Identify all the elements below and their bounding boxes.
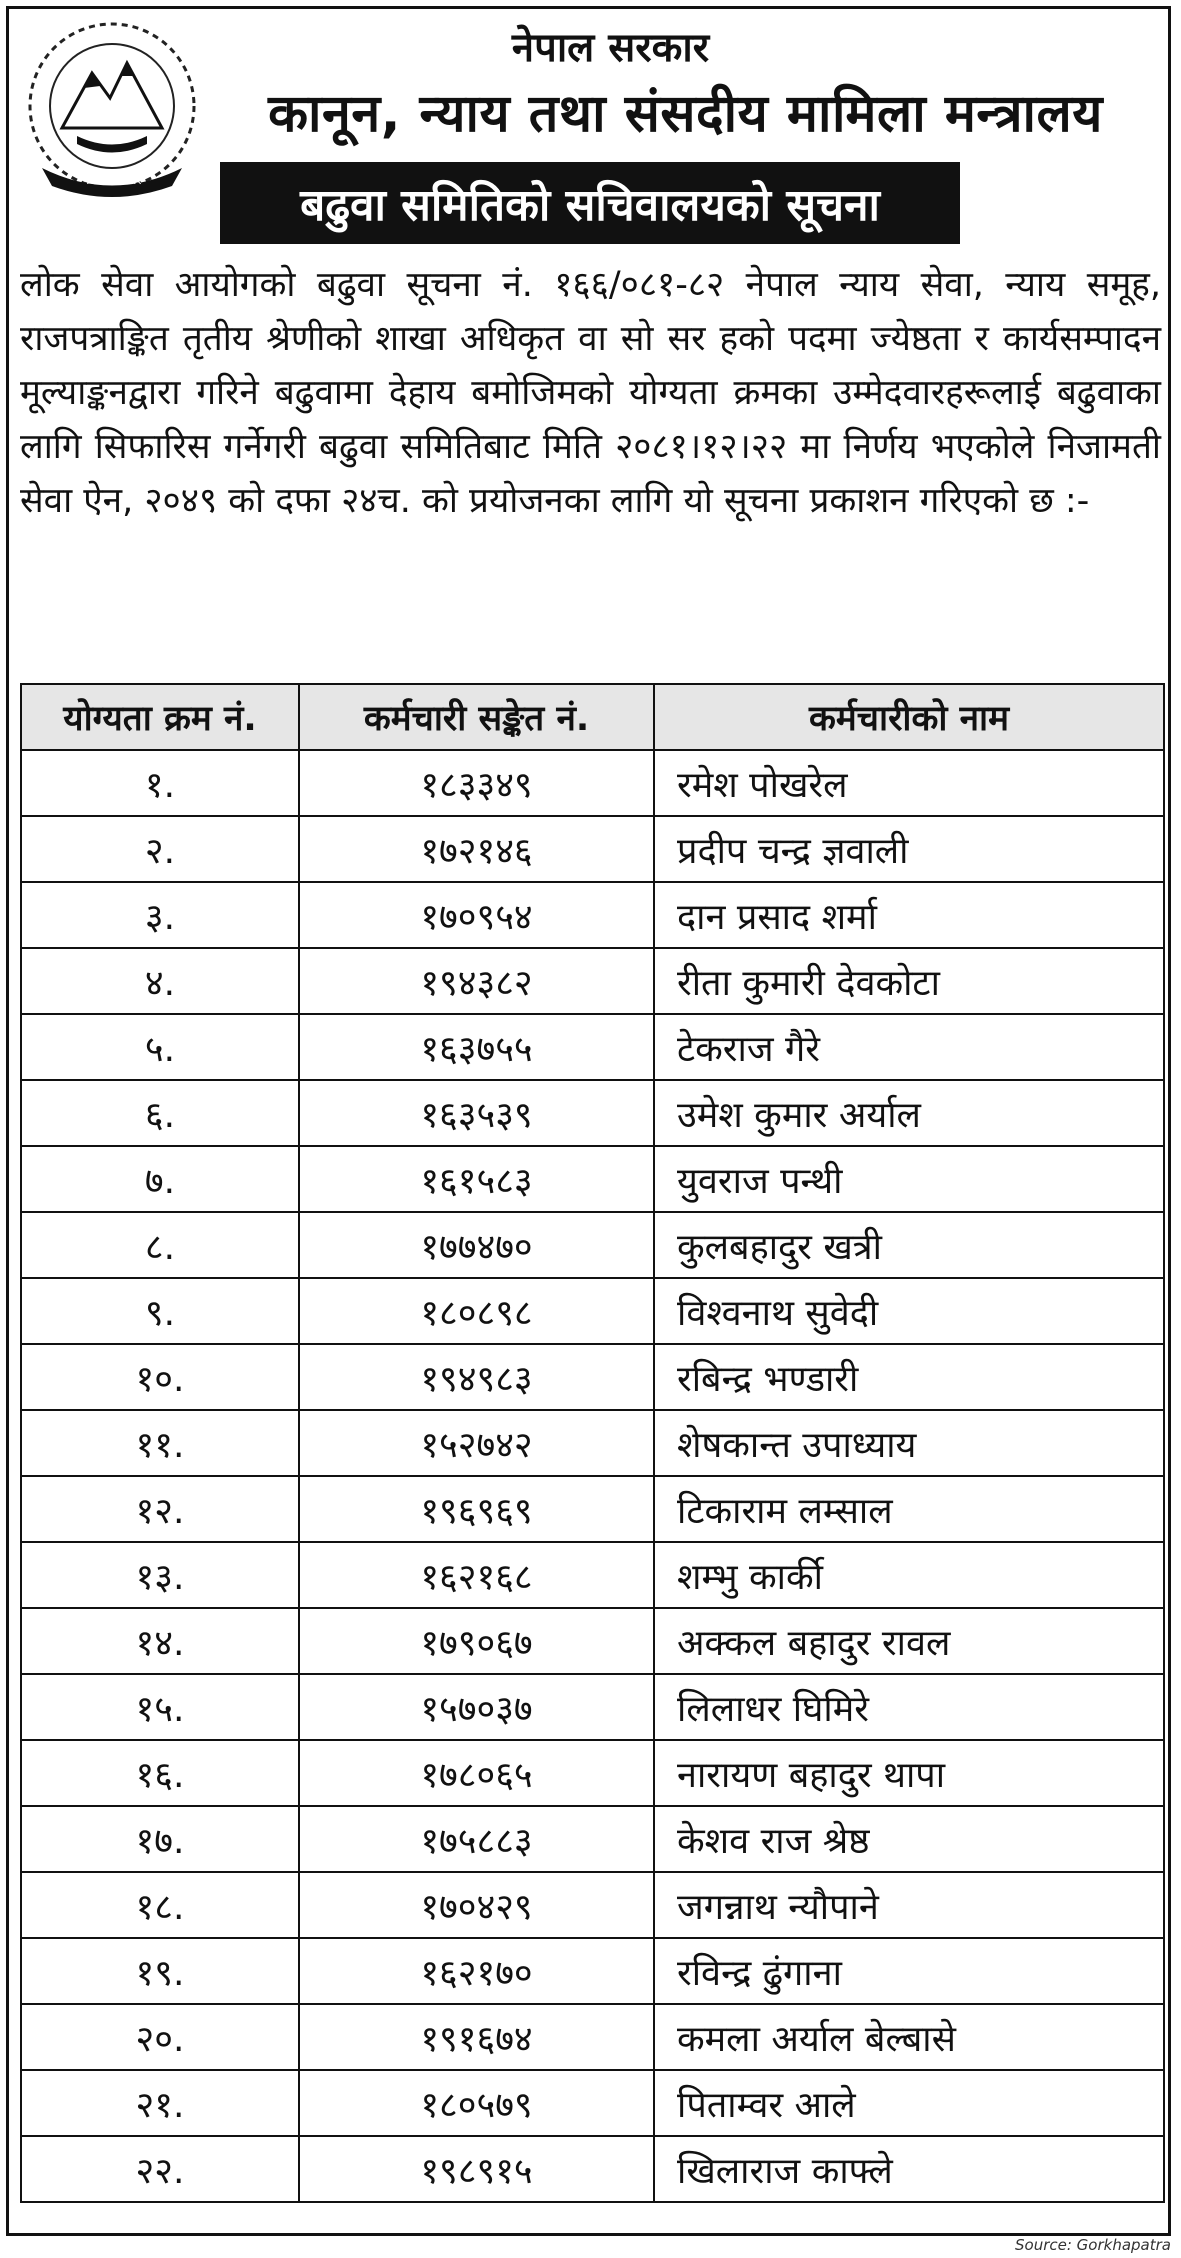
employee-code-cell: १७७४७० bbox=[299, 1212, 654, 1278]
table-row bbox=[21, 1080, 1164, 1146]
employee-code-cell: १८०५७९ bbox=[299, 2070, 654, 2136]
merit-rank-cell: १८. bbox=[21, 1872, 299, 1938]
employee-code-cell: १७०४२९ bbox=[299, 1872, 654, 1938]
employee-code-cell: १९४३८२ bbox=[299, 948, 654, 1014]
employee-name-cell: शम्भु कार्की bbox=[654, 1542, 1164, 1608]
employee-code-cell: १७२१४६ bbox=[299, 816, 654, 882]
employee-name-cell: रबिन्द्र भण्डारी bbox=[654, 1344, 1164, 1410]
table-row bbox=[21, 1476, 1164, 1542]
table-row bbox=[21, 2004, 1164, 2070]
merit-rank-cell: ५. bbox=[21, 1014, 299, 1080]
government-title: नेपाल सरकार bbox=[511, 25, 710, 71]
table-row bbox=[21, 1806, 1164, 1872]
employee-code-cell: १६३५३९ bbox=[299, 1080, 654, 1146]
employee-name-cell: केशव राज श्रेष्ठ bbox=[654, 1806, 1164, 1872]
merit-rank-cell: २२. bbox=[21, 2136, 299, 2202]
table-row bbox=[21, 1938, 1164, 2004]
employee-name-cell: प्रदीप चन्द्र ज्ञवाली bbox=[654, 816, 1164, 882]
employee-name-cell: टेकराज गैरे bbox=[654, 1014, 1164, 1080]
table-header-row bbox=[21, 684, 1164, 750]
emblem-text: नेपाल सरकार bbox=[82, 173, 142, 187]
source-credit: Source: Gorkhapatra bbox=[1015, 2236, 1171, 2254]
table-row bbox=[21, 882, 1164, 948]
employee-code-cell: १६२१६८ bbox=[299, 1542, 654, 1608]
employee-name-cell: दान प्रसाद शर्मा bbox=[654, 882, 1164, 948]
table-row bbox=[21, 1674, 1164, 1740]
employee-name-cell: अक्कल बहादुर रावल bbox=[654, 1608, 1164, 1674]
employee-name-cell: शेषकान्त उपाध्याय bbox=[654, 1410, 1164, 1476]
employee-code-cell: १८०८९८ bbox=[299, 1278, 654, 1344]
employee-name-cell: रीता कुमारी देवकोटा bbox=[654, 948, 1164, 1014]
employee-code-cell: १९१६७४ bbox=[299, 2004, 654, 2070]
merit-rank-cell: १२. bbox=[21, 1476, 299, 1542]
table-row bbox=[21, 948, 1164, 1014]
merit-rank-cell: १६. bbox=[21, 1740, 299, 1806]
header-employee-name: कर्मचारीको नाम bbox=[654, 684, 1164, 750]
header-merit-rank: योग्यता क्रम नं. bbox=[21, 684, 299, 750]
employee-name-cell: रविन्द्र ढुंगाना bbox=[654, 1938, 1164, 2004]
employee-name-cell: विश्वनाथ सुवेदी bbox=[654, 1278, 1164, 1344]
employee-code-cell: १७०९५४ bbox=[299, 882, 654, 948]
employee-code-cell: १७८०६५ bbox=[299, 1740, 654, 1806]
merit-rank-cell: ९. bbox=[21, 1278, 299, 1344]
employee-name-cell: कमला अर्याल बेल्बासे bbox=[654, 2004, 1164, 2070]
table-row bbox=[21, 2136, 1164, 2202]
notice-title-banner: बढुवा समितिको सचिवालयको सूचना bbox=[220, 162, 960, 244]
table-row bbox=[21, 1278, 1164, 1344]
table-row bbox=[21, 1212, 1164, 1278]
merit-rank-cell: १७. bbox=[21, 1806, 299, 1872]
merit-rank-cell: २०. bbox=[21, 2004, 299, 2070]
employee-code-cell: १६२१७० bbox=[299, 1938, 654, 2004]
merit-rank-cell: ४. bbox=[21, 948, 299, 1014]
table-row bbox=[21, 1344, 1164, 1410]
merit-rank-cell: १३. bbox=[21, 1542, 299, 1608]
employee-code-cell: १९४९८३ bbox=[299, 1344, 654, 1410]
employee-name-cell: खिलाराज काफ्ले bbox=[654, 2136, 1164, 2202]
employee-name-cell: उमेश कुमार अर्याल bbox=[654, 1080, 1164, 1146]
table-row bbox=[21, 2070, 1164, 2136]
employee-name-cell: कुलबहादुर खत्री bbox=[654, 1212, 1164, 1278]
merit-rank-cell: १९. bbox=[21, 1938, 299, 2004]
merit-rank-cell: २१. bbox=[21, 2070, 299, 2136]
merit-rank-cell: ११. bbox=[21, 1410, 299, 1476]
ministry-title: कानून, न्याय तथा संसदीय मामिला मन्त्रालय bbox=[268, 84, 1103, 144]
merit-rank-cell: १५. bbox=[21, 1674, 299, 1740]
employee-name-cell: नारायण बहादुर थापा bbox=[654, 1740, 1164, 1806]
table-row bbox=[21, 1410, 1164, 1476]
merit-rank-cell: ७. bbox=[21, 1146, 299, 1212]
table-row bbox=[21, 1542, 1164, 1608]
employee-name-cell: पिताम्वर आले bbox=[654, 2070, 1164, 2136]
table-row bbox=[21, 1740, 1164, 1806]
employee-code-cell: १९८९१५ bbox=[299, 2136, 654, 2202]
header-employee-code: कर्मचारी सङ्केत नं. bbox=[299, 684, 654, 750]
table-row bbox=[21, 750, 1164, 816]
candidate-table bbox=[20, 683, 1165, 2203]
employee-name-cell: टिकाराम लम्साल bbox=[654, 1476, 1164, 1542]
employee-code-cell: १९६९६९ bbox=[299, 1476, 654, 1542]
notice-body: लोक सेवा आयोगको बढुवा सूचना नं. १६६/०८१-८२ नेपाल न्याय सेवा, न्याय समूह, राजपत्राङ्कित तृतीय श्रेणीको शाखा अधिकृत वा सो सर हको पदमा ज्येष्ठता र कार्यसम्पादन मूल्याङ्कनद्वारा गरिने बढुवामा देहाय बमोजिमको योग्यता क्रमका उम्मेदवारहरूलाई बढुवाका लागि सिफारिस गर्नेगरी बढुवा समितिबाट मिति २०८१।१२।२२ मा निर्णय भएकोले निजामती सेवा ऐन, २०४९ को दफा २४च. को प्रयोजनका लागि यो सूचना प्रकाशन गरिएको छ :- bbox=[20, 265, 1161, 521]
merit-rank-cell: १. bbox=[21, 750, 299, 816]
employee-code-cell: १६३७५५ bbox=[299, 1014, 654, 1080]
employee-code-cell: १५७०३७ bbox=[299, 1674, 654, 1740]
employee-name-cell: युवराज पन्थी bbox=[654, 1146, 1164, 1212]
employee-code-cell: १७९०६७ bbox=[299, 1608, 654, 1674]
merit-rank-cell: ६. bbox=[21, 1080, 299, 1146]
merit-rank-cell: १०. bbox=[21, 1344, 299, 1410]
employee-code-cell: १८३३४९ bbox=[299, 750, 654, 816]
table-row bbox=[21, 1014, 1164, 1080]
merit-rank-cell: ३. bbox=[21, 882, 299, 948]
table-row bbox=[21, 1872, 1164, 1938]
merit-rank-cell: २. bbox=[21, 816, 299, 882]
table-row bbox=[21, 1608, 1164, 1674]
employee-name-cell: जगन्नाथ न्यौपाने bbox=[654, 1872, 1164, 1938]
merit-rank-cell: १४. bbox=[21, 1608, 299, 1674]
table-row bbox=[21, 1146, 1164, 1212]
employee-name-cell: रमेश पोखरेल bbox=[654, 750, 1164, 816]
employee-code-cell: १७५८८३ bbox=[299, 1806, 654, 1872]
merit-rank-cell: ८. bbox=[21, 1212, 299, 1278]
employee-code-cell: १६१५८३ bbox=[299, 1146, 654, 1212]
employee-code-cell: १५२७४२ bbox=[299, 1410, 654, 1476]
table-row bbox=[21, 816, 1164, 882]
employee-name-cell: लिलाधर घिमिरे bbox=[654, 1674, 1164, 1740]
